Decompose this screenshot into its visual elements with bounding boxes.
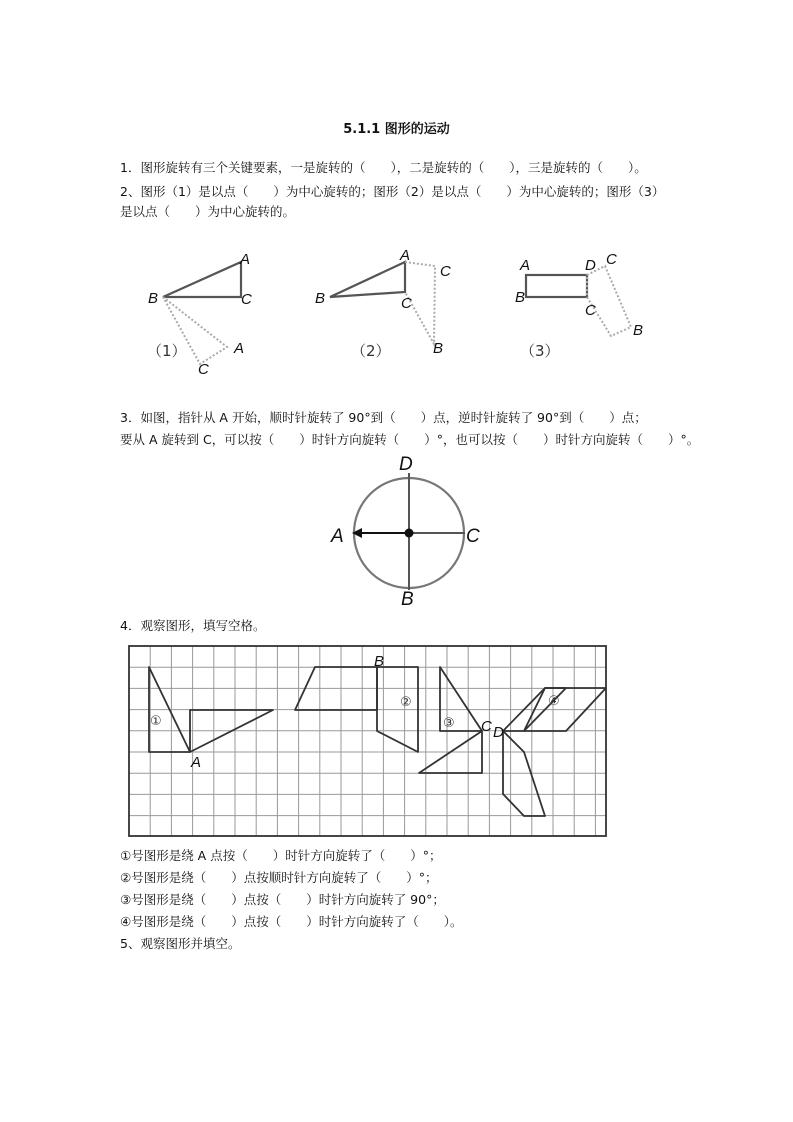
grid-label-d: D bbox=[493, 724, 504, 741]
label-a-rotated: A bbox=[234, 340, 245, 357]
label-b-rotated: B bbox=[633, 322, 644, 339]
question-3-line-1: 3．如图，指针从 A 开始，顺时针旋转了 90°到（ ）点，逆时针旋转了 90°到（ ）点； bbox=[120, 410, 647, 425]
label-b: B bbox=[148, 290, 159, 307]
question-2-line-1: 2、图形（1）是以点（ ）为中心旋转的；图形（2）是以点（ ）为中心旋转的；图形（3） bbox=[120, 184, 665, 199]
label-b: B bbox=[315, 290, 326, 307]
shape-1-number: ① bbox=[150, 714, 162, 729]
clock-label-top: D bbox=[399, 454, 413, 475]
clock-label-left: A bbox=[331, 526, 344, 547]
label-c: C bbox=[401, 295, 412, 312]
label-a: A bbox=[520, 257, 531, 274]
label-c-rotated: C bbox=[606, 251, 617, 268]
shape-3-number: ③ bbox=[443, 716, 455, 731]
grid-figure bbox=[125, 640, 615, 840]
grid-label-a: A bbox=[191, 754, 202, 771]
page-title: 5.1.1 图形的运动 bbox=[343, 122, 450, 137]
shape-4-number: ④ bbox=[548, 694, 560, 709]
rotation-figures bbox=[0, 240, 793, 380]
question-4-b: ②号图形是绕（ ）点按顺时针方向旋转了（ ）°； bbox=[120, 870, 438, 885]
shape-2-number: ② bbox=[400, 695, 412, 710]
label-c: C bbox=[241, 291, 252, 308]
label-a: A bbox=[240, 251, 251, 268]
label-a: A bbox=[400, 247, 411, 264]
caption-1: （1） bbox=[147, 342, 187, 360]
clock-label-bottom: B bbox=[401, 589, 414, 610]
caption-3: （3） bbox=[520, 342, 560, 360]
caption-2: （2） bbox=[351, 342, 391, 360]
question-3-line-2: 要从 A 旋转到 C，可以按（ ）时针方向旋转（ ）°，也可以按（ ）时针方向旋转（ ）°。 bbox=[120, 432, 700, 447]
question-2-line-2: 是以点（ ）为中心旋转的。 bbox=[120, 204, 296, 219]
label-c-rotated: C bbox=[440, 263, 451, 280]
label-c-rotated: C bbox=[198, 361, 209, 378]
label-d: D bbox=[585, 257, 596, 274]
clock-figure bbox=[320, 450, 520, 610]
figure-2 bbox=[315, 247, 451, 360]
question-4-a: ①号图形是绕 A 点按（ ）时针方向旋转了（ ）°； bbox=[120, 848, 442, 863]
question-4: 4．观察图形，填写空格。 bbox=[120, 618, 266, 633]
question-4-d: ④号图形是绕（ ）点按（ ）时针方向旋转了（ ）。 bbox=[120, 914, 463, 929]
question-1: 1．图形旋转有三个关键要素，一是旋转的（ ），二是旋转的（ ），三是旋转的（ ）。 bbox=[120, 160, 647, 175]
label-c: C bbox=[585, 302, 596, 319]
label-b: B bbox=[515, 289, 526, 306]
figure-1 bbox=[147, 251, 252, 378]
figure-3 bbox=[515, 251, 643, 360]
grid-label-c: C bbox=[481, 718, 492, 735]
clock-label-right: C bbox=[466, 526, 480, 547]
question-5: 5、观察图形并填空。 bbox=[120, 936, 241, 951]
label-b-rotated: B bbox=[433, 340, 444, 357]
grid-label-b: B bbox=[374, 653, 385, 670]
question-4-c: ③号图形是绕（ ）点按（ ）时针方向旋转了 90°； bbox=[120, 892, 445, 907]
